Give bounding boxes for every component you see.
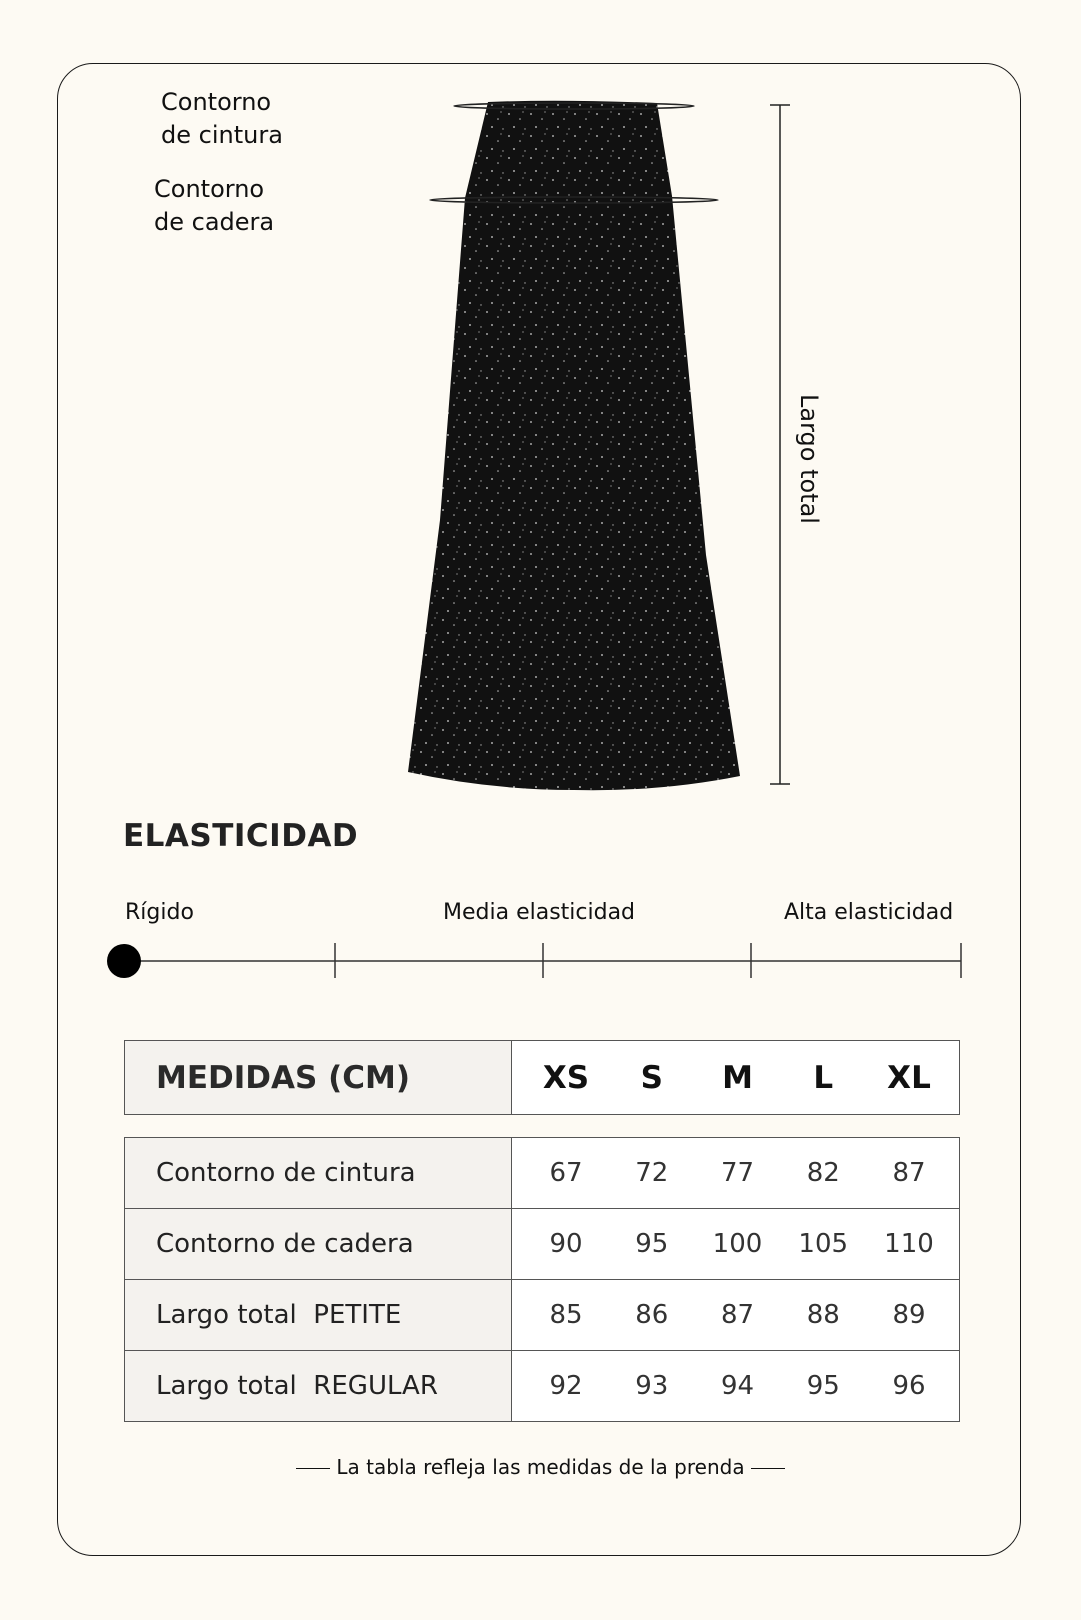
waist-label: Contorno de cintura [161,88,283,149]
footnote-dash-left [296,1468,330,1470]
table-cell: 96 [892,1371,926,1401]
table-cell: 85 [549,1300,583,1330]
table-cell: 72 [635,1158,669,1188]
footnote [0,1455,1081,1479]
size-table-header [124,1040,960,1115]
table-cell: 86 [635,1300,669,1330]
size-table-body [124,1137,960,1422]
row-label: Contorno de cadera [125,1209,512,1280]
table-cell: 100 [712,1229,763,1259]
table-cell: 92 [549,1371,583,1401]
table-cell: 88 [806,1300,840,1330]
skirt-shape [408,101,740,791]
footnote-dash-right [751,1468,785,1470]
size-l: L [813,1059,834,1096]
elasticity-label-medium: Media elasticidad [443,900,636,925]
table-row [125,1351,960,1422]
footnote-text: La tabla refleja las medidas de la prenda [336,1455,745,1479]
elasticity-label-rigid: Rígido [125,900,194,925]
table-cell: 87 [720,1300,755,1330]
table-cell: 67 [549,1158,583,1188]
table-cell: 82 [806,1158,840,1188]
size-xl: XL [887,1059,931,1096]
elasticity-label-high: Alta elasticidad [784,900,954,925]
row-label: Largo total REGULAR [125,1351,512,1422]
length-label: Largo total [795,394,823,524]
table-row [125,1138,960,1209]
table-cell: 93 [635,1371,669,1401]
table-cell: 90 [549,1229,583,1259]
measurements-header: MEDIDAS (CM) [125,1041,512,1115]
row-label: Contorno de cintura [125,1138,512,1209]
table-row [125,1209,960,1280]
size-s: S [640,1059,663,1096]
table-cell: 89 [892,1300,926,1330]
size-m: M [722,1059,753,1096]
table-cell: 94 [720,1371,755,1401]
row-label: Largo total PETITE [125,1280,512,1351]
table-cell: 95 [635,1229,669,1259]
elasticity-title: ELASTICIDAD [123,818,359,854]
table-row [125,1280,960,1351]
table-cell: 95 [806,1371,840,1401]
size-xs: XS [542,1059,590,1096]
table-cell: 110 [884,1229,934,1259]
hip-label: Contorno de cadera [154,175,275,236]
table-cell: 105 [798,1229,849,1259]
table-cell: 87 [892,1158,926,1188]
table-cell: 77 [720,1158,755,1188]
